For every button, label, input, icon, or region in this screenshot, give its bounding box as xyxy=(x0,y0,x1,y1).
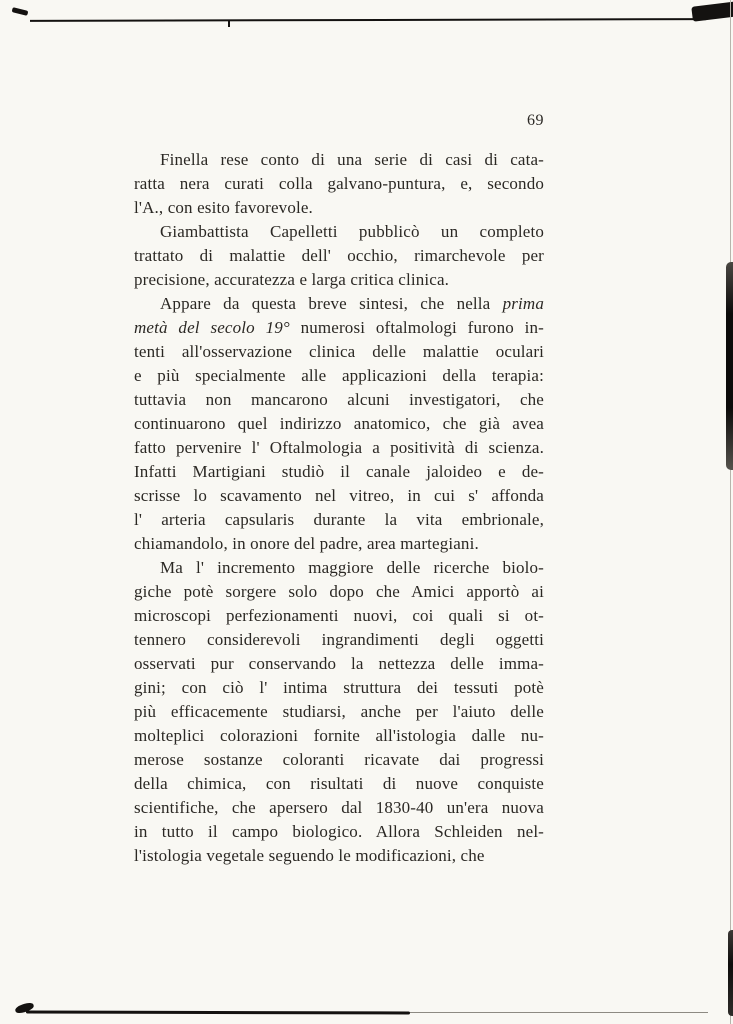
text-line: scientifiche, che apersero dal 1830-40 un'era nuova xyxy=(134,798,544,817)
scan-artifact-top-rule xyxy=(30,18,706,22)
text-line: fatto pervenire l' Oftalmologia a positività di scienza. xyxy=(134,438,544,457)
text-line: tuttavia non mancarono alcuni investigatori, che xyxy=(134,390,544,409)
scan-artifact-top-rule-tick xyxy=(228,20,230,27)
text-line: molteplici colorazioni fornite all'istologia dalle nu- xyxy=(134,726,544,745)
text-line: Finella rese conto di una serie di casi di cata- xyxy=(160,150,544,169)
scan-artifact-right-streak-upper xyxy=(726,262,733,470)
text-line: della chimica, con risultati di nuove conquiste xyxy=(134,774,544,793)
scan-artifact-top-left-mark xyxy=(12,7,29,16)
text-line: tenti all'osservazione clinica delle malattie oculari xyxy=(134,342,544,361)
text-line: continuarono quel indirizzo anatomico, che già avea xyxy=(134,414,544,433)
text-line: giche potè sorgere solo dopo che Amici apportò ai xyxy=(134,582,544,601)
text-line: l'istologia vegetale seguendo le modificazioni, che xyxy=(134,846,485,865)
page-number: 69 xyxy=(527,112,544,129)
scan-artifact-right-streak-lower xyxy=(728,930,733,1016)
text-line: osservati pur conservando la nettezza delle imma- xyxy=(134,654,544,673)
paragraph xyxy=(134,220,544,292)
text-line: microscopi perfezionamenti nuovi, coi quali si ot- xyxy=(134,606,544,625)
text-line: l' arteria capsularis durante la vita embrionale, xyxy=(134,510,544,529)
text-line: l'A., con esito favorevole. xyxy=(134,198,313,217)
paragraph xyxy=(134,292,544,556)
text-line: ratta nera curati colla galvano-puntura, e, secondo xyxy=(134,174,544,193)
text-line: scrisse lo scavamento nel vitreo, in cui s' affonda xyxy=(134,486,544,505)
scan-artifact-right-edge-line xyxy=(730,0,731,1024)
text-line: Giambattista Capelletti pubblicò un completo xyxy=(160,222,544,241)
text-line: più efficacemente studiarsi, anche per l'aiuto delle xyxy=(134,702,544,721)
text-line: e più specialmente alle applicazioni della terapia: xyxy=(134,366,544,385)
text-line: trattato di malattie dell' occhio, rimarchevole per xyxy=(134,246,544,265)
text-line: precisione, accuratezza e larga critica clinica. xyxy=(134,270,450,289)
scan-artifact-top-right-blob xyxy=(691,1,733,21)
scan-artifact-bottom-rule xyxy=(26,1010,410,1014)
text-line: Infatti Martigiani studiò il canale jaloideo e de- xyxy=(134,462,544,481)
text-line: chiamandolo, in onore del padre, area martegiani. xyxy=(134,534,479,553)
text-line: in tutto il campo biologico. Allora Schleiden nel- xyxy=(134,822,544,841)
text-line: gini; con ciò l' intima struttura dei tessuti potè xyxy=(134,678,544,697)
text-line: tennero considerevoli ingrandimenti degli oggetti xyxy=(134,630,544,649)
text-line: merose sostanze coloranti ricavate dai progressi xyxy=(134,750,544,769)
paragraph xyxy=(134,148,544,220)
text-line: Appare da questa breve sintesi, che nella prima xyxy=(160,294,544,313)
paragraph xyxy=(134,556,544,868)
text-line: metà del secolo 19° numerosi oftalmologi furono in- xyxy=(134,318,544,337)
text-block xyxy=(134,148,544,868)
text-line: Ma l' incremento maggiore delle ricerche biolo- xyxy=(160,558,544,577)
